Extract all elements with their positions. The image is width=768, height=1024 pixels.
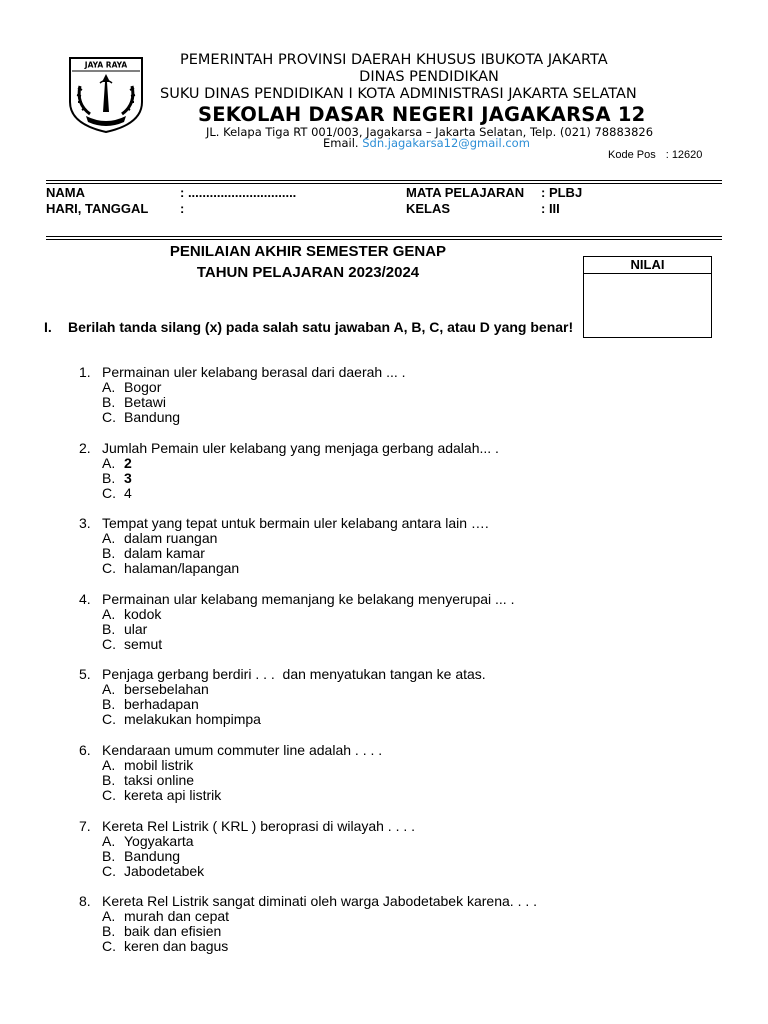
option-text: Bandung (124, 848, 181, 864)
answer-option[interactable] (102, 697, 739, 712)
jaya-raya-emblem-logo (66, 56, 146, 134)
option-text: mobil listrik (124, 757, 194, 773)
option-text: kodok (124, 606, 162, 622)
question-item (79, 666, 739, 727)
question-number: 1. (79, 364, 91, 380)
option-text: 3 (124, 470, 132, 486)
postal-code-label: Kode Pos (608, 149, 656, 161)
score-box (583, 256, 712, 338)
option-text: Jabodetabek (124, 863, 205, 879)
option-letter: B. (102, 772, 116, 788)
postal-code-value: : 12620 (665, 149, 703, 161)
answer-option[interactable] (102, 909, 739, 924)
answer-option[interactable] (102, 395, 739, 410)
option-text: Betawi (124, 394, 167, 410)
question-text: Penjaga gerbang berdiri . . . dan menyatukan tangan ke atas. (102, 666, 486, 682)
answer-option[interactable] (102, 924, 739, 939)
question-item (79, 591, 739, 652)
school-name: SEKOLAH DASAR NEGERI JAGAKARSA 12 (198, 103, 646, 126)
answer-option[interactable] (102, 682, 739, 697)
option-letter: C. (102, 787, 116, 803)
answer-option[interactable] (102, 637, 739, 652)
answer-option[interactable] (102, 561, 739, 576)
option-letter: C. (102, 938, 116, 954)
section-instruction: Berilah tanda silang (x) pada salah satu jawaban A, B, C, atau D yang benar! (68, 319, 574, 335)
answer-option[interactable] (102, 622, 739, 637)
option-letter: B. (102, 621, 116, 637)
option-text: 4 (124, 485, 132, 501)
question-number: 6. (79, 742, 91, 758)
exam-title: PENILAIAN AKHIR SEMESTER GENAP (169, 243, 447, 260)
option-letter: C. (102, 485, 116, 501)
option-letter: B. (102, 923, 116, 939)
option-text: baik dan efisien (124, 923, 222, 939)
question-number: 4. (79, 591, 91, 607)
question-number: 2. (79, 440, 91, 456)
option-text: halaman/lapangan (124, 560, 240, 576)
section-number: I. (44, 319, 52, 335)
option-text: Yogyakarta (124, 833, 194, 849)
postal-code (608, 149, 702, 161)
mata-pelajaran-label: MATA PELAJARAN (406, 185, 525, 200)
answer-option[interactable] (102, 939, 739, 954)
academic-year: TAHUN PELAJARAN 2023/2024 (196, 264, 420, 281)
answer-option[interactable] (102, 864, 739, 879)
answer-option[interactable] (102, 456, 739, 471)
question-item (79, 440, 739, 501)
header-divider-top (46, 180, 722, 181)
email-label: Email. (323, 136, 359, 150)
school-email-line (323, 136, 768, 150)
question-text: Tempat yang tepat untuk bermain uler kelabang antara lain …. (102, 515, 489, 531)
question-text: Kereta Rel Listrik sangat diminati oleh warga Jabodetabek karena. . . . (102, 893, 538, 909)
answer-option[interactable] (102, 758, 739, 773)
option-text: semut (124, 636, 163, 652)
kop-line-department: DINAS PENDIDIKAN (359, 69, 499, 85)
question-item (79, 364, 739, 425)
question-item (79, 893, 739, 954)
kelas-label: KELAS (406, 201, 451, 216)
option-letter: A. (102, 908, 116, 924)
answer-option[interactable] (102, 471, 739, 486)
question-item (79, 515, 739, 576)
option-letter: A. (102, 681, 116, 697)
mata-pelajaran-value: : PLBJ (541, 185, 583, 200)
nama-label: NAMA (46, 185, 85, 200)
option-text: kereta api listrik (124, 787, 222, 803)
answer-option[interactable] (102, 834, 739, 849)
school-email: Sdn.jagakarsa12@gmail.com (362, 136, 530, 150)
option-text: melakukan hompimpa (124, 711, 261, 727)
question-number: 5. (79, 666, 91, 682)
answer-option[interactable] (102, 849, 739, 864)
kelas-value: : III (541, 201, 560, 216)
kop-line-government: PEMERINTAH PROVINSI DAERAH KHUSUS IBUKOTA JAKARTA (180, 52, 608, 68)
option-text: murah dan cepat (124, 908, 230, 924)
option-text: bersebelahan (124, 681, 209, 697)
option-text: taksi online (124, 772, 195, 788)
option-letter: B. (102, 696, 116, 712)
option-letter: B. (102, 545, 116, 561)
option-letter: A. (102, 757, 116, 773)
option-text: dalam kamar (124, 545, 205, 561)
answer-option[interactable] (102, 546, 739, 561)
option-letter: B. (102, 470, 116, 486)
question-number: 8. (79, 893, 91, 909)
question-item (79, 742, 739, 803)
info-divider-top (46, 236, 722, 237)
question-item (79, 818, 739, 879)
option-letter: A. (102, 833, 116, 849)
option-letter: C. (102, 711, 116, 727)
question-number: 3. (79, 515, 91, 531)
score-box-label: NILAI (584, 257, 711, 274)
option-letter: C. (102, 863, 116, 879)
question-text: Kereta Rel Listrik ( KRL ) beroprasi di wilayah . . . . (102, 818, 416, 834)
nama-value: : .............................. (180, 185, 297, 200)
question-text: Permainan uler kelabang berasal dari daerah ... . (102, 364, 406, 380)
option-text: ular (124, 621, 148, 637)
hari-tanggal-value: : (180, 201, 185, 216)
option-text: berhadapan (124, 696, 199, 712)
answer-option[interactable] (102, 788, 739, 803)
question-text: Permainan ular kelabang memanjang ke belakang menyerupai ... . (102, 591, 515, 607)
option-letter: C. (102, 636, 116, 652)
option-letter: B. (102, 848, 116, 864)
answer-option[interactable] (102, 712, 739, 727)
option-text: Bandung (124, 409, 181, 425)
option-text: Bogor (124, 379, 162, 395)
question-text: Jumlah Pemain uler kelabang yang menjaga gerbang adalah... . (102, 440, 499, 456)
answer-option[interactable] (102, 486, 739, 501)
school-address: JL. Kelapa Tiga RT 001/003, Jagakarsa – Jakarta Selatan, Telp. (021) 78883826 (206, 125, 654, 139)
answer-option[interactable] (102, 380, 739, 395)
answer-option[interactable] (102, 607, 739, 622)
option-text: keren dan bagus (124, 938, 229, 954)
option-letter: C. (102, 560, 116, 576)
option-letter: A. (102, 530, 116, 546)
question-text: Kendaraan umum commuter line adalah . . . . (102, 742, 383, 758)
option-text: 2 (124, 455, 132, 471)
answer-option[interactable] (102, 773, 739, 788)
option-letter: A. (102, 379, 116, 395)
header-divider-bottom (46, 183, 722, 184)
option-text: dalam ruangan (124, 530, 218, 546)
option-letter: A. (102, 455, 116, 471)
answer-option[interactable] (102, 410, 739, 425)
option-letter: C. (102, 409, 116, 425)
option-letter: B. (102, 394, 116, 410)
kop-line-sub-department: SUKU DINAS PENDIDIKAN I KOTA ADMINISTRASI JAKARTA SELATAN (160, 86, 637, 102)
logo-text: JAYA RAYA (84, 60, 128, 70)
hari-tanggal-label: HARI, TANGGAL (46, 201, 149, 216)
answer-option[interactable] (102, 531, 739, 546)
option-letter: A. (102, 606, 116, 622)
info-divider-bottom (46, 239, 722, 240)
question-number: 7. (79, 818, 91, 834)
